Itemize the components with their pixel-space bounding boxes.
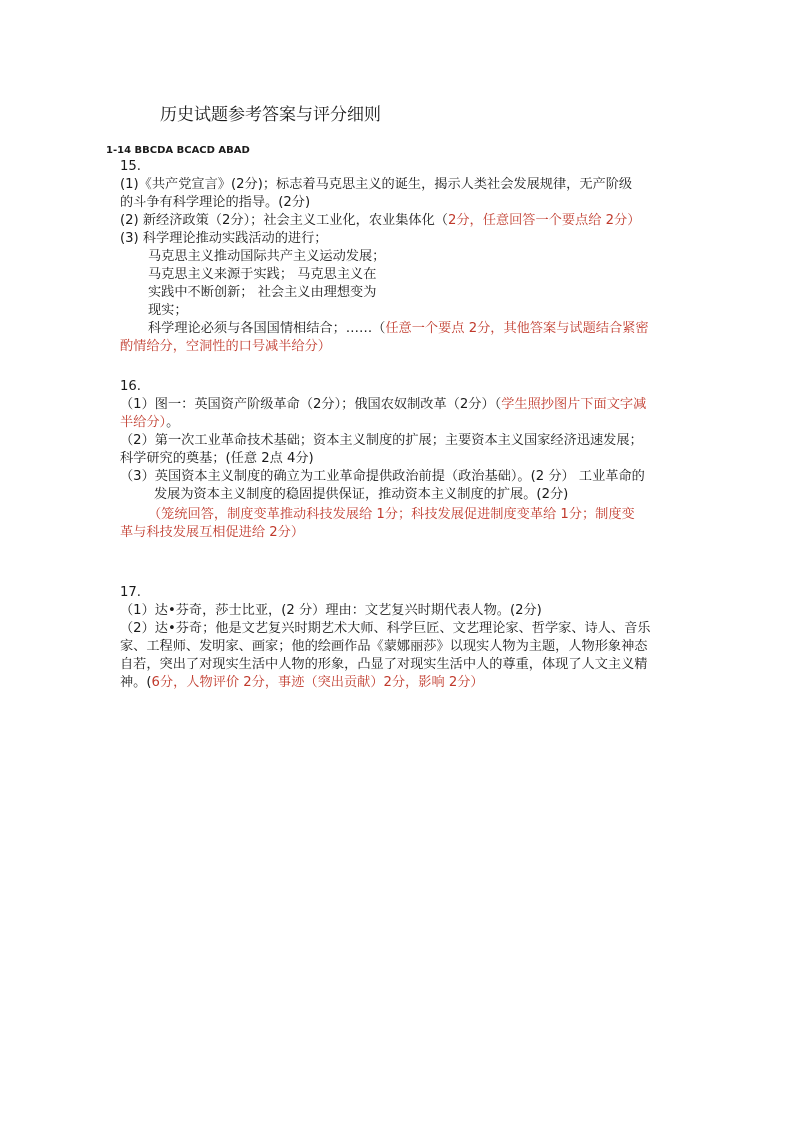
q15-line-4: (3) 科学理论推动实践活动的进行；	[120, 231, 328, 246]
q15-line-10: 酌情给分，空洞性的口号减半给分）	[120, 339, 331, 354]
q16-line-7: （笼统回答，制度变革推动科技发展给 1分；科技发展促进制度变革给 1分；制度变	[148, 507, 635, 522]
q15-line-2: 的斗争有科学理论的指导。(2分)	[120, 195, 311, 210]
q15-line-1: (1)《共产党宣言》(2分)；标志着马克思主义的诞生，揭示人类社会发展规律，无产阶级	[120, 177, 633, 192]
q15-line-9	[148, 320, 649, 338]
q16-line-1-text: （1）图一：英国资产阶级革命（2分）；俄国农奴制改革（2分）（	[120, 397, 502, 412]
q15-line-3-text: (2) 新经济政策（2分）；社会主义工业化，农业集体化（	[120, 213, 448, 228]
q16-line-2-end: 。	[166, 415, 180, 430]
q15-line-9-scoring: 任意一个要点 2分，其他答案与试题结合紧密	[385, 321, 649, 336]
q15-line-6: 马克思主义来源于实践； 马克思主义在	[148, 267, 377, 282]
q15-number: 15.	[120, 159, 141, 174]
q16-line-3: （2）第一次工业革命技术基础；资本主义制度的扩展；主要资本主义国家经济迅速发展；	[120, 433, 643, 448]
q16-line-4: 科学研究的奠基；(任意 2点 4分)	[120, 451, 314, 466]
q17-line-5-scoring: 6分，人物评价 2分，事迹（突出贡献）2分，影响 2分）	[151, 675, 484, 690]
q17-line-2: （2）达•芬奇；他是文艺复兴时期艺术大师、科学巨匠、文艺理论家、哲学家、诗人、音乐	[120, 621, 651, 636]
q15-line-7: 实践中不断创新； 社会主义由理想变为	[148, 285, 377, 300]
q17-line-5	[120, 674, 484, 692]
q16-line-6: 发展为资本主义制度的稳固提供保证，推动资本主义制度的扩展。(2分)	[154, 487, 569, 502]
q16-line-2-scoring: 半给分）	[120, 415, 167, 430]
mc-answers: 1-14 BBCDA BCACD ABAD	[106, 145, 250, 156]
q15-line-3-scoring: 2分，任意回答一个要点给 2分）	[447, 213, 641, 228]
q15-line-9-text: 科学理论必须与各国国情相结合；……（	[148, 321, 386, 336]
q16-line-5: （3）英国资本主义制度的确立为工业革命提供政治前提（政治基础）。(2 分） 工业革命的	[120, 469, 645, 484]
q15-line-3	[120, 212, 640, 230]
q16-number: 16.	[120, 379, 141, 394]
q15-line-5: 马克思主义推动国际共产主义运动发展；	[148, 249, 386, 264]
q17-line-5-text: 神。(	[120, 675, 152, 690]
page-title: 历史试题参考答案与评分细则	[160, 105, 381, 125]
q16-line-2	[120, 414, 179, 432]
q16-line-8: 革与科技发展互相促进给 2分）	[120, 525, 305, 540]
q17-line-3: 家、工程师、发明家、画家；他的绘画作品《蒙娜丽莎》以现实人物为主题，人物形象神态	[120, 639, 648, 654]
q16-line-1	[120, 396, 646, 414]
q15-line-8: 现实；	[148, 303, 188, 318]
q16-line-1-scoring: 学生照抄图片下面文字减	[501, 397, 647, 412]
q17-line-1: （1）达•芬奇，莎士比亚，(2 分）理由：文艺复兴时期代表人物。(2分)	[120, 603, 542, 618]
q17-line-4: 自若，突出了对现实生活中人物的形象，凸显了对现实生活中人的尊重，体现了人文主义精	[120, 657, 648, 672]
q17-number: 17.	[120, 585, 141, 600]
